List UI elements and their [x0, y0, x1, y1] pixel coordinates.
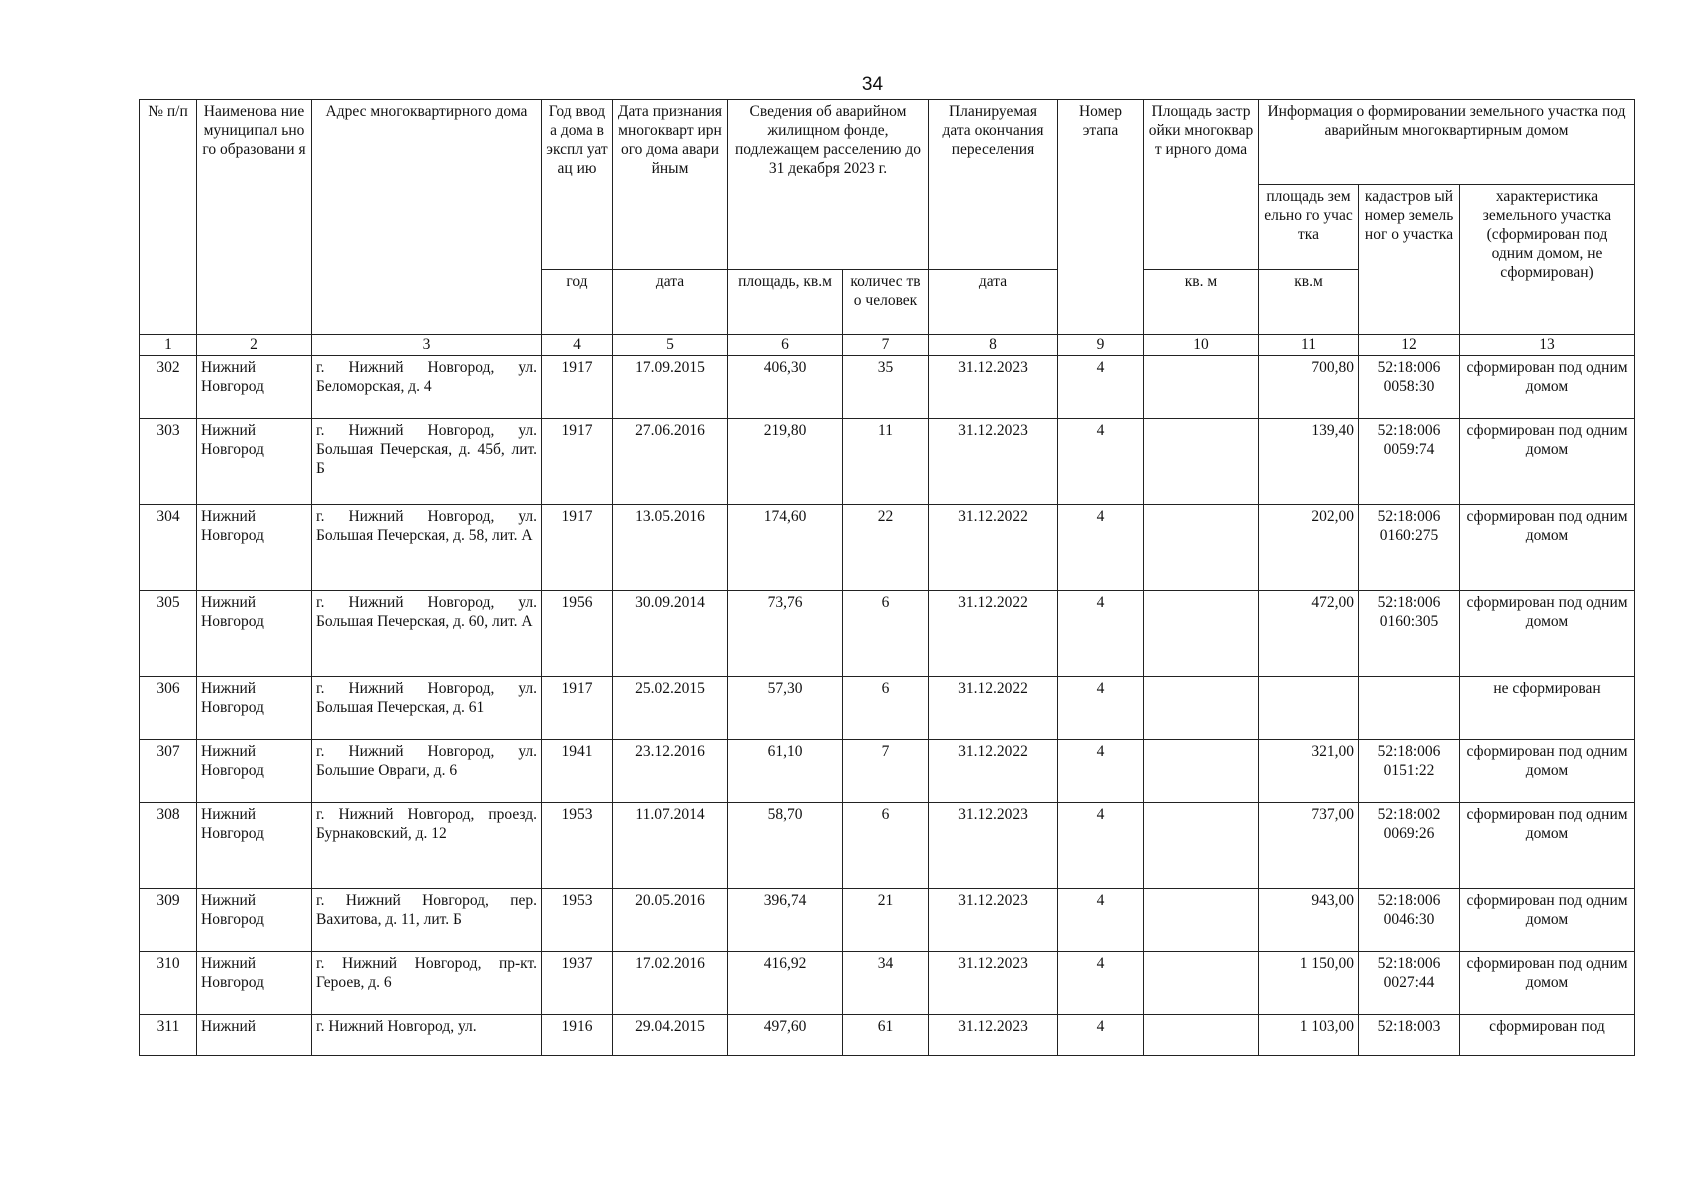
- people-cell: 61: [843, 1015, 929, 1056]
- column-number: 12: [1359, 335, 1460, 356]
- characteristic-cell: сформирован под: [1460, 1015, 1635, 1056]
- header-address: Адрес многоквартирного дома: [312, 100, 542, 335]
- column-number: 6: [728, 335, 843, 356]
- table-body: [140, 335, 1635, 1056]
- municipality-cell: Нижний Новгород: [197, 803, 312, 889]
- end-date-cell: 31.12.2023: [929, 952, 1058, 1015]
- stage-cell: 4: [1058, 677, 1144, 740]
- year-cell: 1917: [542, 356, 613, 419]
- header-year-unit: год: [542, 270, 613, 335]
- table-row: [140, 419, 1635, 505]
- area-cell: 416,92: [728, 952, 843, 1015]
- year-cell: 1953: [542, 803, 613, 889]
- row-number: 307: [140, 740, 197, 803]
- stage-cell: 4: [1058, 889, 1144, 952]
- table-row: [140, 740, 1635, 803]
- end-date-cell: 31.12.2023: [929, 419, 1058, 505]
- recognition-date-cell: 23.12.2016: [613, 740, 728, 803]
- people-cell: 35: [843, 356, 929, 419]
- table-row: [140, 1015, 1635, 1056]
- header-area-unit: площадь, кв.м: [728, 270, 843, 335]
- land-area-cell: 1 150,00: [1259, 952, 1359, 1015]
- building-area-cell: [1144, 677, 1259, 740]
- people-cell: 7: [843, 740, 929, 803]
- municipality-cell: Нижний: [197, 1015, 312, 1056]
- cadastral-cell: 52:18:006 0160:275: [1359, 505, 1460, 591]
- area-cell: 219,80: [728, 419, 843, 505]
- stage-cell: 4: [1058, 803, 1144, 889]
- year-cell: 1917: [542, 505, 613, 591]
- cadastral-cell: 52:18:002 0069:26: [1359, 803, 1460, 889]
- recognition-date-cell: 13.05.2016: [613, 505, 728, 591]
- year-cell: 1916: [542, 1015, 613, 1056]
- header-land-characteristic: характеристика земельного участка (сформирован под одним домом, не сформирован): [1460, 185, 1635, 335]
- area-cell: 396,74: [728, 889, 843, 952]
- header-building-area: Площадь застройки многокварт ирного дома: [1144, 100, 1259, 270]
- header-commission-year: Год ввода дома в экспл уатац ию: [542, 100, 613, 270]
- end-date-cell: 31.12.2022: [929, 677, 1058, 740]
- row-number: 305: [140, 591, 197, 677]
- end-date-cell: 31.12.2023: [929, 889, 1058, 952]
- column-number: 13: [1460, 335, 1635, 356]
- column-number: 7: [843, 335, 929, 356]
- municipality-cell: Нижний Новгород: [197, 419, 312, 505]
- building-area-cell: [1144, 1015, 1259, 1056]
- table-row: [140, 591, 1635, 677]
- page-number: 34: [861, 74, 884, 95]
- cadastral-cell: 52:18:006 0151:22: [1359, 740, 1460, 803]
- recognition-date-cell: 29.04.2015: [613, 1015, 728, 1056]
- land-area-cell: 202,00: [1259, 505, 1359, 591]
- end-date-cell: 31.12.2022: [929, 740, 1058, 803]
- people-cell: 21: [843, 889, 929, 952]
- address-cell: г. Нижний Новгород, ул.: [312, 1015, 542, 1056]
- address-cell: г. Нижний Новгород, ул. Большая Печерская, д. 60, лит. А: [312, 591, 542, 677]
- row-number: 306: [140, 677, 197, 740]
- column-number: 1: [140, 335, 197, 356]
- header-planned-end-date: Планируемая дата окончания переселения: [929, 100, 1058, 270]
- building-area-cell: [1144, 889, 1259, 952]
- municipality-cell: Нижний Новгород: [197, 591, 312, 677]
- cadastral-cell: 52:18:006 0027:44: [1359, 952, 1460, 1015]
- end-date-cell: 31.12.2023: [929, 356, 1058, 419]
- land-area-cell: 139,40: [1259, 419, 1359, 505]
- building-area-cell: [1144, 952, 1259, 1015]
- column-number: 10: [1144, 335, 1259, 356]
- characteristic-cell: сформирован под одним домом: [1460, 419, 1635, 505]
- land-area-cell: 1 103,00: [1259, 1015, 1359, 1056]
- year-cell: 1953: [542, 889, 613, 952]
- people-cell: 6: [843, 677, 929, 740]
- row-number: 310: [140, 952, 197, 1015]
- address-cell: г. Нижний Новгород, ул. Большая Печерская, д. 61: [312, 677, 542, 740]
- building-area-cell: [1144, 803, 1259, 889]
- year-cell: 1937: [542, 952, 613, 1015]
- area-cell: 73,76: [728, 591, 843, 677]
- characteristic-cell: сформирован под одним домом: [1460, 803, 1635, 889]
- area-cell: 58,70: [728, 803, 843, 889]
- characteristic-cell: сформирован под одним домом: [1460, 356, 1635, 419]
- building-area-cell: [1144, 505, 1259, 591]
- people-cell: 6: [843, 803, 929, 889]
- municipality-cell: Нижний Новгород: [197, 740, 312, 803]
- year-cell: 1956: [542, 591, 613, 677]
- area-cell: 497,60: [728, 1015, 843, 1056]
- building-area-cell: [1144, 419, 1259, 505]
- area-cell: 406,30: [728, 356, 843, 419]
- municipality-cell: Нижний Новгород: [197, 952, 312, 1015]
- building-area-cell: [1144, 591, 1259, 677]
- table-row: [140, 356, 1635, 419]
- row-number: 309: [140, 889, 197, 952]
- emergency-housing-table: [139, 99, 1635, 1056]
- area-cell: 57,30: [728, 677, 843, 740]
- column-number: 3: [312, 335, 542, 356]
- year-cell: 1941: [542, 740, 613, 803]
- characteristic-cell: не сформирован: [1460, 677, 1635, 740]
- header-building-area-unit: кв. м: [1144, 270, 1259, 335]
- municipality-cell: Нижний Новгород: [197, 677, 312, 740]
- land-area-cell: 472,00: [1259, 591, 1359, 677]
- row-number: 308: [140, 803, 197, 889]
- recognition-date-cell: 27.06.2016: [613, 419, 728, 505]
- land-area-cell: [1259, 677, 1359, 740]
- stage-cell: 4: [1058, 356, 1144, 419]
- header-end-date-unit: дата: [929, 270, 1058, 335]
- municipality-cell: Нижний Новгород: [197, 889, 312, 952]
- column-number: 4: [542, 335, 613, 356]
- recognition-date-cell: 30.09.2014: [613, 591, 728, 677]
- end-date-cell: 31.12.2023: [929, 803, 1058, 889]
- people-cell: 11: [843, 419, 929, 505]
- land-area-cell: 700,80: [1259, 356, 1359, 419]
- address-cell: г. Нижний Новгород, ул. Большие Овраги, д. 6: [312, 740, 542, 803]
- cadastral-cell: 52:18:006 0059:74: [1359, 419, 1460, 505]
- table-row: [140, 803, 1635, 889]
- recognition-date-cell: 11.07.2014: [613, 803, 728, 889]
- stage-cell: 4: [1058, 952, 1144, 1015]
- cadastral-cell: 52:18:006 0046:30: [1359, 889, 1460, 952]
- address-cell: г. Нижний Новгород, ул. Беломорская, д. 4: [312, 356, 542, 419]
- column-number: 5: [613, 335, 728, 356]
- characteristic-cell: сформирован под одним домом: [1460, 952, 1635, 1015]
- table-row: [140, 889, 1635, 952]
- header-emergency-fund: Сведения об аварийном жилищном фонде, подлежащем расселению до 31 декабря 2023 г.: [728, 100, 929, 270]
- recognition-date-cell: 17.09.2015: [613, 356, 728, 419]
- cadastral-cell: [1359, 677, 1460, 740]
- cadastral-cell: 52:18:006 0058:30: [1359, 356, 1460, 419]
- end-date-cell: 31.12.2022: [929, 591, 1058, 677]
- municipality-cell: Нижний Новгород: [197, 505, 312, 591]
- stage-cell: 4: [1058, 419, 1144, 505]
- municipality-cell: Нижний Новгород: [197, 356, 312, 419]
- area-cell: 61,10: [728, 740, 843, 803]
- characteristic-cell: сформирован под одним домом: [1460, 505, 1635, 591]
- land-area-cell: 321,00: [1259, 740, 1359, 803]
- people-cell: 6: [843, 591, 929, 677]
- header-row-number: № п/п: [140, 100, 197, 335]
- land-area-cell: 943,00: [1259, 889, 1359, 952]
- recognition-date-cell: 17.02.2016: [613, 952, 728, 1015]
- address-cell: г. Нижний Новгород, пер. Вахитова, д. 11, лит. Б: [312, 889, 542, 952]
- table-row: [140, 952, 1635, 1015]
- header-stage-number: Номер этапа: [1058, 100, 1144, 335]
- header-date-unit: дата: [613, 270, 728, 335]
- column-number: 9: [1058, 335, 1144, 356]
- header-land-plot-info: Информация о формировании земельного участка под аварийным многоквартирным домом: [1259, 100, 1635, 185]
- characteristic-cell: сформирован под одним домом: [1460, 740, 1635, 803]
- address-cell: г. Нижний Новгород, ул. Большая Печерская, д. 45б, лит. Б: [312, 419, 542, 505]
- header-recognition-date: Дата признания многокварт ирного дома аварийным: [613, 100, 728, 270]
- year-cell: 1917: [542, 419, 613, 505]
- stage-cell: 4: [1058, 591, 1144, 677]
- people-cell: 34: [843, 952, 929, 1015]
- column-number: 11: [1259, 335, 1359, 356]
- row-number: 311: [140, 1015, 197, 1056]
- column-number-row: [140, 335, 1635, 356]
- cadastral-cell: 52:18:003: [1359, 1015, 1460, 1056]
- row-number: 303: [140, 419, 197, 505]
- row-number: 302: [140, 356, 197, 419]
- building-area-cell: [1144, 356, 1259, 419]
- recognition-date-cell: 25.02.2015: [613, 677, 728, 740]
- header-municipality: Наименова ние муниципал ьного образовани я: [197, 100, 312, 335]
- column-number: 8: [929, 335, 1058, 356]
- address-cell: г. Нижний Новгород, пр-кт. Героев, д. 6: [312, 952, 542, 1015]
- land-area-cell: 737,00: [1259, 803, 1359, 889]
- recognition-date-cell: 20.05.2016: [613, 889, 728, 952]
- area-cell: 174,60: [728, 505, 843, 591]
- header-land-area-unit: кв.м: [1259, 270, 1359, 335]
- characteristic-cell: сформирован под одним домом: [1460, 889, 1635, 952]
- cadastral-cell: 52:18:006 0160:305: [1359, 591, 1460, 677]
- address-cell: г. Нижний Новгород, проезд. Бурнаковский, д. 12: [312, 803, 542, 889]
- header-cadastral-number: кадастров ый номер земельног о участка: [1359, 185, 1460, 335]
- stage-cell: 4: [1058, 505, 1144, 591]
- building-area-cell: [1144, 740, 1259, 803]
- header-land-area: площадь земельно го участка: [1259, 185, 1359, 270]
- people-cell: 22: [843, 505, 929, 591]
- header-people-count: количес тво человек: [843, 270, 929, 335]
- end-date-cell: 31.12.2022: [929, 505, 1058, 591]
- characteristic-cell: сформирован под одним домом: [1460, 591, 1635, 677]
- stage-cell: 4: [1058, 740, 1144, 803]
- table-row: [140, 677, 1635, 740]
- table-header: [140, 100, 1635, 335]
- year-cell: 1917: [542, 677, 613, 740]
- table-row: [140, 505, 1635, 591]
- column-number: 2: [197, 335, 312, 356]
- stage-cell: 4: [1058, 1015, 1144, 1056]
- row-number: 304: [140, 505, 197, 591]
- end-date-cell: 31.12.2023: [929, 1015, 1058, 1056]
- address-cell: г. Нижний Новгород, ул. Большая Печерская, д. 58, лит. А: [312, 505, 542, 591]
